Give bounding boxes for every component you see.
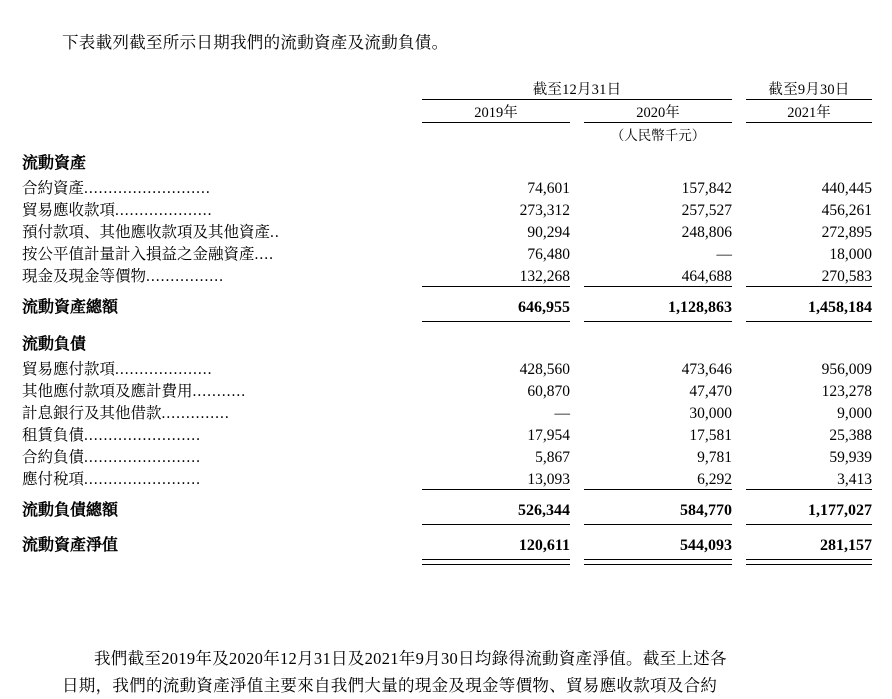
- row-label: [22, 445, 422, 467]
- row-label: [22, 264, 422, 286]
- row-label-text: 應付稅項: [22, 471, 85, 488]
- total-label: 流動資產總額: [22, 299, 119, 316]
- row-label-text: 其他應付款項及應計費用: [22, 383, 193, 400]
- footer-paragraph: [62, 646, 862, 699]
- row-value-2020: 473,646: [681, 361, 732, 378]
- net-value-2021: 281,157: [820, 536, 872, 554]
- row-value-2021: 59,939: [829, 449, 872, 466]
- row-label-text: 貿易應收款項: [22, 202, 116, 219]
- total-row-current-assets: [22, 290, 872, 321]
- section-title-current-assets: 流動資產: [22, 155, 87, 172]
- row-dots: ................: [146, 268, 225, 285]
- row-value-2020: —: [716, 246, 732, 263]
- row-dots: ........................: [84, 427, 202, 444]
- row-label: [22, 220, 422, 242]
- financial-table: [22, 78, 872, 565]
- row-label-text: 現金及現金等價物: [22, 268, 147, 285]
- row-value-2020: 248,806: [681, 224, 732, 241]
- row-dots: ...........: [192, 383, 247, 400]
- table-row: [22, 423, 872, 445]
- total-row-current-liabilities: [22, 493, 872, 524]
- table-row: [22, 401, 872, 423]
- row-dots: ....: [254, 246, 275, 263]
- net-value-2019: 120,611: [518, 536, 570, 554]
- table-row: [22, 198, 872, 220]
- row-value-2019: 428,560: [519, 361, 570, 378]
- row-value-2020: 17,581: [689, 427, 732, 444]
- row-value-2019: 60,870: [527, 383, 570, 400]
- row-value-2020: 257,527: [681, 202, 732, 219]
- row-value-2021: 272,895: [821, 224, 872, 241]
- table-row: [22, 220, 872, 242]
- total-value-2019: 646,955: [518, 298, 570, 316]
- row-value-2020: 6,292: [697, 470, 732, 488]
- row-label: [22, 379, 422, 401]
- header-blank-2: [732, 78, 746, 100]
- unit-row: [22, 124, 872, 144]
- row-value-2019: 5,867: [535, 449, 570, 466]
- row-label-text: 預付款項、其他應收款項及其他資產: [22, 224, 271, 241]
- table-header-group-row: [22, 78, 872, 100]
- row-value-2019: 90,294: [527, 224, 570, 241]
- intro-paragraph: 下表載列截至所示日期我們的流動資產及流動負債。: [62, 33, 449, 52]
- row-label: [22, 467, 422, 489]
- row-label: [22, 401, 422, 423]
- row-label: [22, 176, 422, 198]
- table-row: [22, 357, 872, 379]
- table-row: [22, 445, 872, 467]
- row-value-2020: 30,000: [689, 405, 732, 422]
- row-label: [22, 198, 422, 220]
- row-value-2019: —: [554, 405, 570, 422]
- row-value-2020: 47,470: [689, 383, 732, 400]
- table-row: [22, 379, 872, 401]
- total-value-2021: 1,177,027: [808, 501, 872, 519]
- double-rule-2021: [746, 559, 872, 564]
- row-dots: ....................: [115, 361, 213, 378]
- row-value-2021: 456,261: [821, 202, 872, 219]
- table-header-year-row: [22, 101, 872, 123]
- row-value-2021: 440,445: [821, 180, 872, 197]
- double-rule-2020: [584, 559, 732, 564]
- row-value-2019: 17,954: [527, 427, 570, 444]
- header-group-sep30: 截至9月30日: [768, 82, 850, 98]
- row-dots: ..: [270, 224, 280, 241]
- row-value-2021: 3,413: [837, 470, 872, 488]
- header-year-2021: 2021年: [787, 105, 831, 121]
- table-row: [22, 264, 872, 286]
- row-dots: ..........................: [84, 180, 211, 197]
- row-value-2019: 74,601: [527, 180, 570, 197]
- row-label-text: 合約資產: [22, 180, 85, 197]
- total-label: 流動負債總額: [22, 502, 119, 519]
- row-label-text: 合約負債: [22, 449, 85, 466]
- double-rule-2019: [422, 559, 570, 564]
- table-row: [22, 176, 872, 198]
- row-value-2021: 956,009: [821, 361, 872, 378]
- section-title-row: [22, 144, 872, 176]
- row-value-2020: 9,781: [697, 449, 732, 466]
- row-value-2021: 18,000: [829, 246, 872, 263]
- net-label: 流動資產淨值: [22, 537, 119, 554]
- total-value-2020: 584,770: [680, 501, 732, 519]
- row-value-2020: 157,842: [681, 180, 732, 197]
- total-value-2020: 1,128,863: [668, 298, 732, 316]
- row-label: [22, 423, 422, 445]
- row-dots: ........................: [84, 471, 202, 488]
- section-title-row: [22, 325, 872, 357]
- net-current-assets-row: [22, 528, 872, 559]
- row-value-2021: 9,000: [837, 405, 872, 422]
- table-row: [22, 242, 872, 264]
- header-blank: [22, 78, 422, 100]
- table-row: [22, 467, 872, 489]
- row-value-2019: 13,093: [527, 470, 570, 488]
- header-year-2020: 2020年: [636, 105, 680, 121]
- row-label-text: 計息銀行及其他借款: [22, 405, 162, 422]
- footer-line-1: 我們截至2019年及2020年12月31日及2021年9月30日均錄得流動資產淨值。截至上述各: [94, 649, 727, 668]
- row-value-2019: 132,268: [519, 267, 570, 285]
- row-value-2021: 123,278: [821, 383, 872, 400]
- row-label: [22, 242, 422, 264]
- row-label-text: 按公平值計量計入損益之金融資產: [22, 246, 255, 263]
- total-value-2019: 526,344: [518, 501, 570, 519]
- header-group-dec31: 截至12月31日: [532, 82, 622, 98]
- section-title-current-liabilities: 流動負債: [22, 336, 87, 353]
- row-dots: ........................: [84, 449, 202, 466]
- row-dots: ....................: [115, 202, 213, 219]
- footer-line-2: 日期，我們的流動資產淨值主要來自我們大量的現金及現金等價物、貿易應收款項及合約: [62, 675, 718, 695]
- net-value-2020: 544,093: [680, 536, 732, 554]
- row-value-2020: 464,688: [681, 267, 732, 285]
- unit-label: （人民幣千元）: [610, 128, 706, 143]
- row-dots: ..............: [161, 405, 230, 422]
- header-year-2019: 2019年: [474, 105, 518, 121]
- row-label-text: 租賃負債: [22, 427, 85, 444]
- closing-double-rule-row: [22, 559, 872, 564]
- row-label: [22, 357, 422, 379]
- total-value-2021: 1,458,184: [808, 298, 872, 316]
- row-value-2021: 25,388: [829, 427, 872, 444]
- row-value-2021: 270,583: [821, 267, 872, 285]
- row-value-2019: 76,480: [527, 246, 570, 263]
- row-label-text: 貿易應付款項: [22, 361, 116, 378]
- row-value-2019: 273,312: [519, 202, 570, 219]
